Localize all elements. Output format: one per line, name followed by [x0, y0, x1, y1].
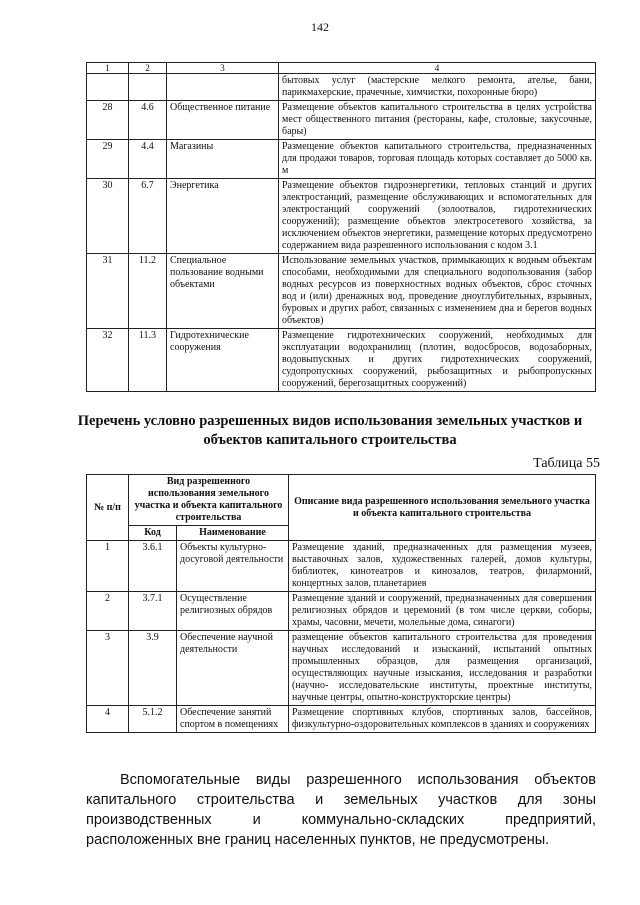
row-name: Общественное питание [167, 101, 279, 140]
row-description: Размещение объектов капитального строительства в целях устройства мест общественного питания (рестораны, кафе, столовые, закусочные, бары) [279, 101, 596, 140]
row-code: 6.7 [129, 179, 167, 254]
row-name: Осуществление религиозных обрядов [177, 592, 289, 631]
row-code: 5.1.2 [129, 706, 177, 733]
row-description: Размещение гидротехнических сооружений, необходимых для эксплуатации водохранилищ (плотин, водосбросов, водозаборных, водовыпускных и других гидротехнических сооружений, судопропускных сооружений, рыбозащитных и рыбопропускных сооружений, берегозащитных сооружений) [279, 329, 596, 392]
table-label: Таблица 55 [533, 456, 600, 471]
header-col-2: 2 [129, 63, 167, 74]
row-name [167, 74, 279, 101]
conditional-uses-table [86, 474, 596, 733]
row-number: 28 [87, 101, 129, 140]
table-row [87, 140, 596, 179]
row-description: размещение объектов капитального строительства для проведения научных исследований и изысканий, испытаний опытных промышленных образцов, для размещения организаций, осуществляющих научные изыскания, исследования и разработки (научно- исследовательские институты, проектные институты, научные центры, опытно-конструкторские центры) [289, 631, 596, 706]
header-number: № п/п [87, 475, 129, 541]
permitted-uses-table-continued [86, 62, 596, 392]
row-number: 30 [87, 179, 129, 254]
row-code: 4.4 [129, 140, 167, 179]
header-code: Код [129, 526, 177, 541]
row-number: 31 [87, 254, 129, 329]
row-code: 3.6.1 [129, 541, 177, 592]
row-number: 1 [87, 541, 129, 592]
closing-paragraph: Вспомогательные виды разрешенного использования объектов капитального строительства и земельных участков для зоны производственных и коммунально-складских предприятий, расположенных вне границ населенных пунктов, не предусмотрены. [86, 772, 596, 848]
row-code [129, 74, 167, 101]
row-name: Специальное пользование водными объектами [167, 254, 279, 329]
row-description: Использование земельных участков, примыкающих к водным объектам способами, необходимыми для специального водопользования (забор водных ресурсов из поверхностных водных объектов, сброс сточных вод и (или) дренажных вод, проведение дноуглубительных, взрывных, буровых и других работ, связанных с изменением дна и берегов водных объектов) [279, 254, 596, 329]
table-row [87, 254, 596, 329]
row-number: 2 [87, 592, 129, 631]
row-code: 3.7.1 [129, 592, 177, 631]
table-row [87, 706, 596, 733]
header-col-1: 1 [87, 63, 129, 74]
row-code: 4.6 [129, 101, 167, 140]
row-code: 11.2 [129, 254, 167, 329]
row-name: Энергетика [167, 179, 279, 254]
row-description: Размещение объектов гидроэнергетики, тепловых станций и других электростанций, размещение обслуживающих и вспомогательных для электростанций сооружений (золоотвалов, гидротехнических сооружений); размещение объектов электросетевого хозяйства, за исключением объектов энергетики, размещение которых предусмотрено содержанием вида разрешенного использования с кодом 3.1 [279, 179, 596, 254]
row-number [87, 74, 129, 101]
header-col-3: 3 [167, 63, 279, 74]
table-row [87, 179, 596, 254]
row-number: 29 [87, 140, 129, 179]
page-number: 142 [311, 20, 329, 34]
table-row [87, 631, 596, 706]
row-name: Объекты культурно-досуговой деятельности [177, 541, 289, 592]
row-number: 32 [87, 329, 129, 392]
table-row [87, 592, 596, 631]
header-use-type-group: Вид разрешенного использования земельного участка и объекта капитального строительства [129, 475, 289, 526]
header-description: Описание вида разрешенного использования земельного участка и объекта капитального строительства [289, 475, 596, 541]
row-name: Обеспечение занятий спортом в помещениях [177, 706, 289, 733]
table-row [87, 101, 596, 140]
header-col-4: 4 [279, 63, 596, 74]
row-code: 3.9 [129, 631, 177, 706]
section-heading: Перечень условно разрешенных видов использования земельных участков и объектов капитального строительства [77, 413, 583, 448]
row-number: 3 [87, 631, 129, 706]
row-name: Магазины [167, 140, 279, 179]
table-header-numbers [87, 63, 596, 74]
row-description: Размещение зданий и сооружений, предназначенных для совершения религиозных обрядов и церемоний (в том числе церкви, соборы, храмы, часовни, мечети, молельные дома, синагоги) [289, 592, 596, 631]
table-row [87, 74, 596, 101]
row-code: 11.3 [129, 329, 167, 392]
row-description: бытовых услуг (мастерские мелкого ремонта, ателье, бани, парикмахерские, прачечные, химчистки, похоронные бюро) [279, 74, 596, 101]
table-row [87, 329, 596, 392]
row-name: Обеспечение научной деятельности [177, 631, 289, 706]
row-name: Гидротехнические сооружения [167, 329, 279, 392]
row-description: Размещение спортивных клубов, спортивных залов, бассейнов, физкультурно-оздоровительных комплексов в зданиях и сооружениях [289, 706, 596, 733]
row-description: Размещение зданий, предназначенных для размещения музеев, выставочных залов, художественных галерей, домов культуры, библиотек, кинотеатров и кинозалов, театров, филармоний, концертных залов, планетариев [289, 541, 596, 592]
header-name: Наименование [177, 526, 289, 541]
table-header [87, 475, 596, 526]
row-description: Размещение объектов капитального строительства, предназначенных для продажи товаров, торговая площадь которых составляет до 5000 кв. м [279, 140, 596, 179]
row-number: 4 [87, 706, 129, 733]
table-row [87, 541, 596, 592]
